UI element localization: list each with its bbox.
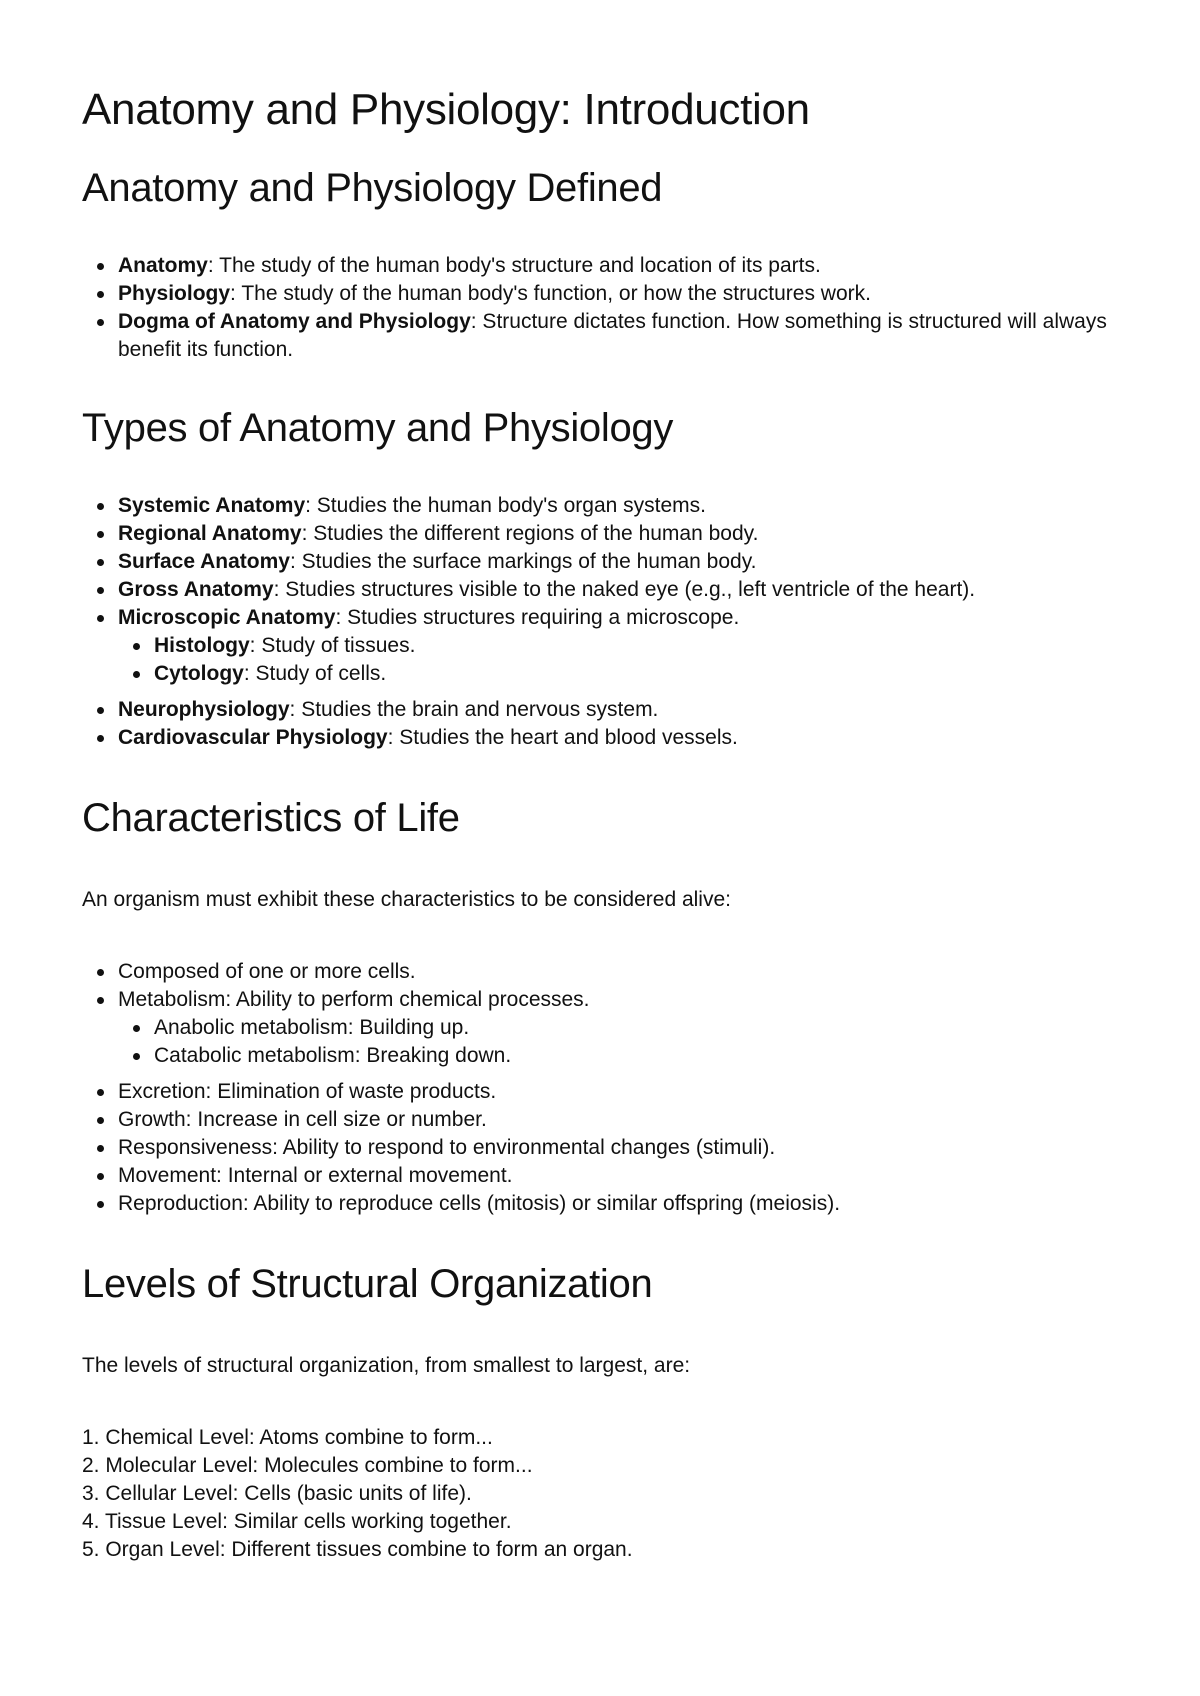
section-intro: The levels of structural organization, from smallest to largest, are: [82, 1354, 691, 1377]
list-item-term: Neurophysiology [118, 698, 290, 721]
list-item [82, 252, 1140, 280]
life-sublist [118, 1014, 1140, 1070]
numbered-list-item: 1. Chemical Level: Atoms combine to form... [82, 1426, 493, 1449]
levels-list [82, 1424, 1140, 1564]
list-item-text: : Studies the heart and blood vessels. [387, 726, 738, 749]
list-item-text: : Studies the human body's organ systems. [305, 494, 707, 517]
list-item-text: : The study of the human body's structure and location of its parts. [207, 254, 821, 277]
section-intro: An organism must exhibit these characteristics to be considered alive: [82, 888, 731, 911]
sub-list-item [118, 632, 1140, 660]
list-item-term: Anatomy [118, 254, 208, 277]
list-item-term: Gross Anatomy [118, 578, 274, 601]
list-item-term: Systemic Anatomy [118, 494, 306, 517]
list-item [82, 576, 1140, 604]
list-item: Growth: Increase in cell size or number. [82, 1106, 1140, 1134]
list-item-term: Cardiovascular Physiology [118, 726, 388, 749]
sub-list-item: Anabolic metabolism: Building up. [118, 1014, 1140, 1042]
list-item [82, 520, 1140, 548]
list-item [82, 724, 1140, 752]
list-item [82, 696, 1140, 724]
list-item [82, 492, 1140, 520]
section-heading: Levels of Structural Organization [82, 1262, 653, 1306]
list-item: Movement: Internal or external movement. [82, 1162, 1140, 1190]
types-sublist [118, 632, 1140, 688]
list-item [82, 986, 1140, 1070]
list-item-text: : Study of cells. [243, 662, 387, 685]
defined-list [82, 252, 1140, 364]
list-item-text: : Studies structures visible to the naked eye (e.g., left ventricle of the heart). [273, 578, 976, 601]
section-heading: Characteristics of Life [82, 796, 460, 840]
list-item: Composed of one or more cells. [82, 958, 1140, 986]
list-item-term: Histology [154, 634, 250, 657]
section-heading: Types of Anatomy and Physiology [82, 406, 674, 450]
section-heading: Anatomy and Physiology Defined [82, 166, 663, 210]
list-item: Excretion: Elimination of waste products. [82, 1078, 1140, 1106]
list-item [82, 604, 1140, 688]
sub-list-item: Catabolic metabolism: Breaking down. [118, 1042, 1140, 1070]
sub-list-item [118, 660, 1140, 688]
numbered-list-item: 3. Cellular Level: Cells (basic units of life). [82, 1482, 472, 1505]
list-item-text: Metabolism: Ability to perform chemical processes. [118, 988, 590, 1011]
list-item-term: Cytology [154, 662, 244, 685]
list-item: Responsiveness: Ability to respond to environmental changes (stimuli). [82, 1134, 1140, 1162]
numbered-list-item: 4. Tissue Level: Similar cells working together. [82, 1510, 512, 1533]
list-item [82, 280, 1140, 308]
life-list [82, 958, 1140, 1218]
section-types [82, 404, 1140, 752]
numbered-list-item: 2. Molecular Level: Molecules combine to form... [82, 1454, 533, 1477]
section-levels [82, 1260, 1140, 1564]
page-title: Anatomy and Physiology: Introduction [82, 85, 810, 134]
list-item-term: Physiology [118, 282, 231, 305]
list-item-text: : Studies the different regions of the human body. [301, 522, 759, 545]
section-life [82, 794, 1140, 1218]
list-item-term: Dogma of Anatomy and Physiology [118, 310, 471, 333]
list-item-term: Microscopic Anatomy [118, 606, 336, 629]
list-item-term: Surface Anatomy [118, 550, 290, 573]
list-item-text: : Study of tissues. [249, 634, 416, 657]
list-item-text: : The study of the human body's function, or how the structures work. [230, 282, 871, 305]
numbered-list-item: 5. Organ Level: Different tissues combine to form an organ. [82, 1538, 633, 1561]
list-item-text: : Studies the surface markings of the human body. [289, 550, 757, 573]
section-defined [82, 164, 1140, 364]
list-item-text: : Structure dictates function. How something is structured will always benefit its function. [118, 310, 1107, 361]
list-item-term: Regional Anatomy [118, 522, 302, 545]
list-item-text: : Studies structures requiring a microscope. [335, 606, 740, 629]
list-item [82, 548, 1140, 576]
list-item-text: : Studies the brain and nervous system. [289, 698, 659, 721]
list-item: Reproduction: Ability to reproduce cells (mitosis) or similar offspring (meiosis). [82, 1190, 1140, 1218]
types-list [82, 492, 1140, 752]
list-item [82, 308, 1140, 364]
